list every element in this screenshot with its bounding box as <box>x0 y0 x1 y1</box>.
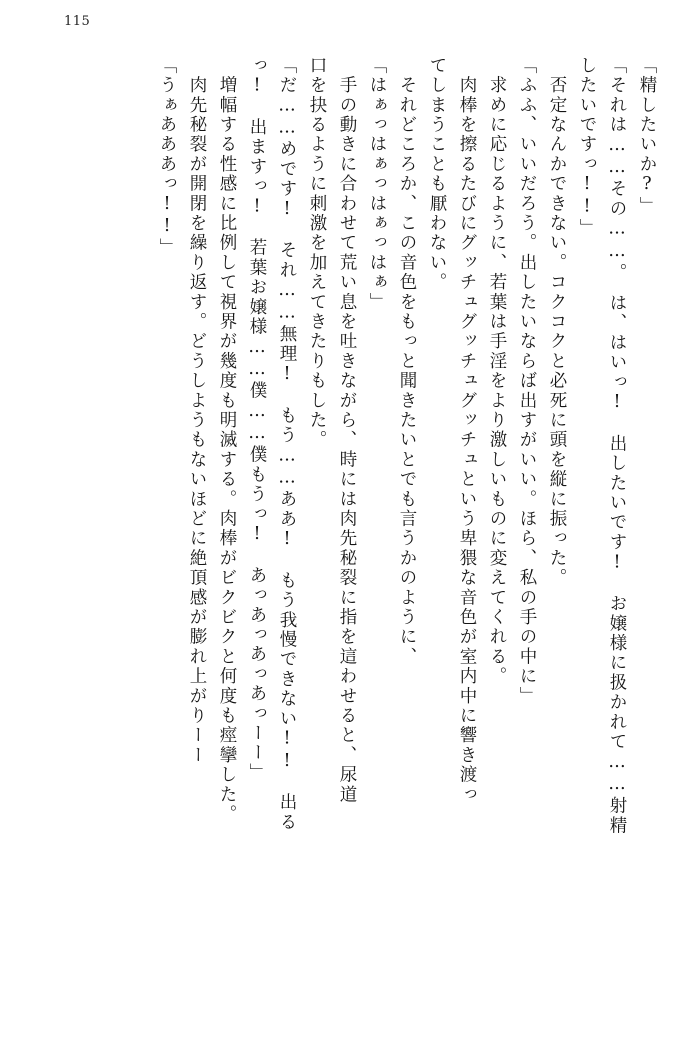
text-line: 「精したいか?」 <box>637 56 657 217</box>
text-line: 求めに応じるように、若葉は手淫をより激しいものに変えてくれる。 <box>487 56 507 687</box>
text-line: 肉棒を擦るたびにグッチュグッチュグッチュという卑猥な音色が室内中に響き渡っ <box>457 56 477 805</box>
text-line: それどころか、この音色をもっと聞きたいとでも言うかのように、 <box>397 56 417 667</box>
text-line: 「うぁあああっ!!」 <box>157 56 177 258</box>
text-line: 増幅する性感に比例して視界が幾度も明滅する。肉棒がビクビクと何度も痙攣した。 <box>217 56 237 825</box>
text-line: 「ふふ、いいだろう。出したいならば出すがいい。ほら、私の手の中に」 <box>517 56 537 707</box>
page-number: 115 <box>64 14 91 29</box>
text-line: したいですっ!!」 <box>577 56 597 239</box>
text-line: てしまうことも厭わない。 <box>427 56 447 293</box>
vertical-text-body <box>38 56 655 1020</box>
text-line: 否定なんかできない。コクコクと必死に頭を縦に振った。 <box>547 56 567 588</box>
text-line: っ! 出ますっ! 若葉お嬢様……僕……僕もうっ! あっあっあっあっーー」 <box>247 56 267 783</box>
text-line: 「だ……めです! それ……無理! もう……ああ! もう我慢できない!! 出る <box>277 56 297 833</box>
text-line: 肉先秘裂が開閉を繰り返す。どうしようもないほどに絶頂感が膨れ上がりーー <box>187 56 207 766</box>
text-line: 口を抉るように刺激を加えてきたりもした。 <box>307 56 327 450</box>
text-line: 「はぁっはぁっはぁっはぁ」 <box>367 56 387 313</box>
text-line: 「それは……その……。 は、はいっ! 出したいです! お嬢様に扱かれて……射精 <box>607 56 627 836</box>
text-line: 手の動きに合わせて荒い息を吐きながら、時には肉先秘裂に指を這わせると、尿道 <box>337 56 357 805</box>
